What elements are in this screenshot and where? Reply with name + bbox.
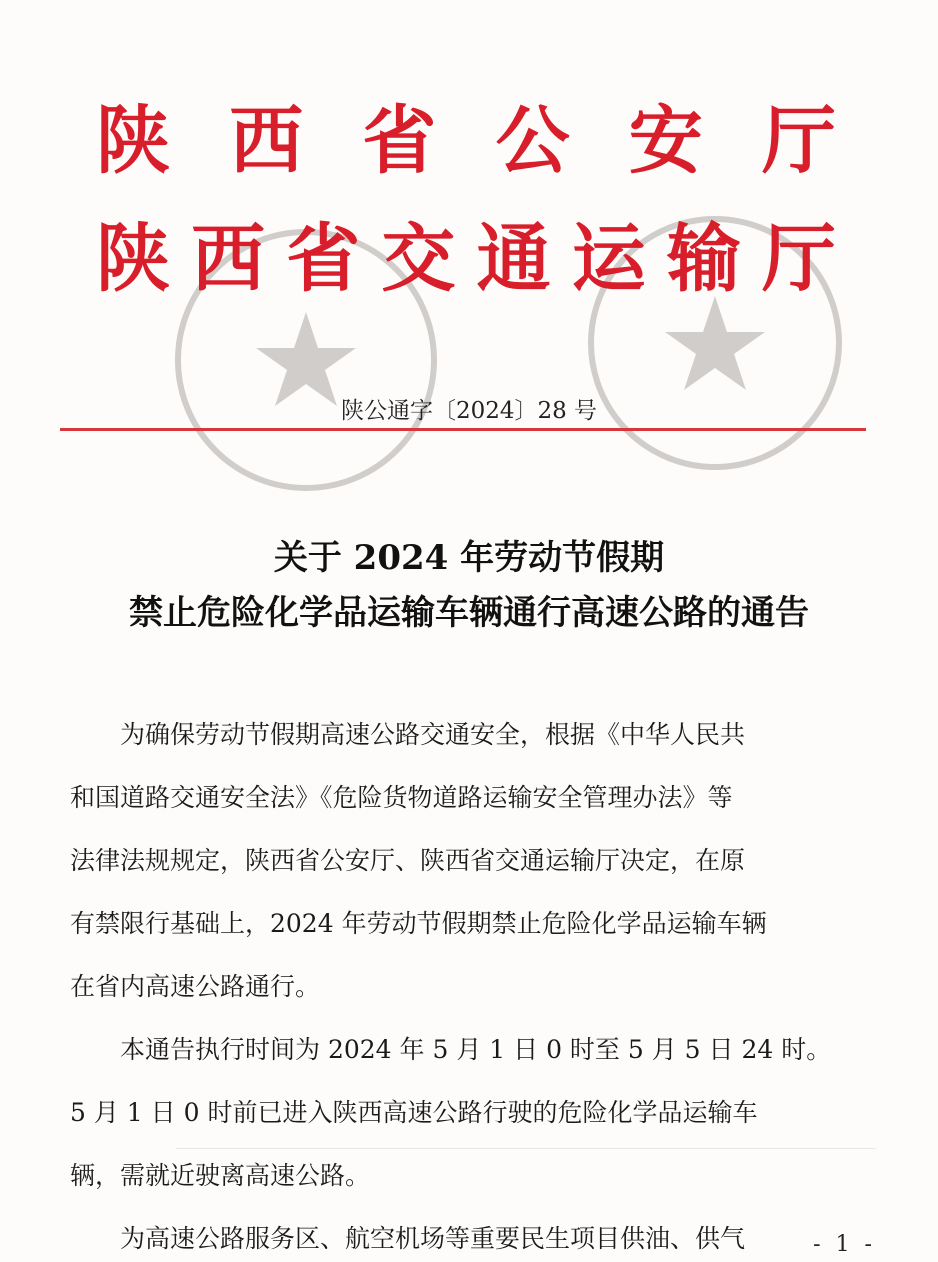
agency-char: 西 <box>229 98 304 184</box>
document-number: 陕公通字〔2024〕28 号 <box>340 398 598 424</box>
agency-char: 西 <box>191 216 266 302</box>
notice-title-line2: 禁止危险化学品运输车辆通行高速公路的通告 <box>129 593 809 633</box>
text-line: 有禁限行基础上，2024 年劳动节假期禁止危险化学品运输车辆 <box>70 909 767 938</box>
agency-char: 公 <box>495 98 570 184</box>
agency-char: 运 <box>571 216 646 302</box>
text-line: 5 月 1 日 0 时前已进入陕西高速公路行驶的危险化学品运输车 <box>70 1098 758 1127</box>
agency-char: 通 <box>476 216 551 302</box>
text-line: 和国道路交通安全法》《危险货物道路运输安全管理办法》等 <box>70 783 733 812</box>
agency-char: 陕 <box>96 98 170 184</box>
agency-char: 省 <box>286 216 361 302</box>
page-number: - 1 - <box>813 1232 876 1257</box>
text-line: 在省内高速公路通行。 <box>70 972 321 1001</box>
text-line: 法律法规规定，陕西省公安厅、陕西省交通运输厅决定，在原 <box>70 846 746 875</box>
notice-title-line1: 关于 2024 年劳动节假期 <box>273 538 665 578</box>
agency-char: 厅 <box>761 98 836 184</box>
agency-name-public-security <box>96 98 836 184</box>
agency-name-transportation <box>96 216 836 302</box>
agency-char: 厅 <box>761 216 836 302</box>
agency-char: 输 <box>666 216 741 302</box>
paragraph-1 <box>70 703 870 1018</box>
text-line: 为高速公路服务区、航空机场等重要民生项目供油、供气 <box>120 1224 746 1253</box>
text-line: 辆，需就近驶离高速公路。 <box>70 1161 371 1190</box>
red-divider <box>60 428 866 431</box>
agency-char: 交 <box>381 216 456 302</box>
text-line: 为确保劳动节假期高速公路交通安全，根据《中华人民共 <box>120 720 746 749</box>
agency-char: 陕 <box>96 216 170 302</box>
agency-char: 省 <box>362 98 437 184</box>
paragraph-3 <box>70 1207 870 1262</box>
bleed-through-line <box>176 1148 876 1187</box>
text-line: 本通告执行时间为 2024 年 5 月 1 日 0 时至 5 月 5 日 24 时。 <box>120 1035 832 1064</box>
agency-char: 安 <box>628 98 703 184</box>
